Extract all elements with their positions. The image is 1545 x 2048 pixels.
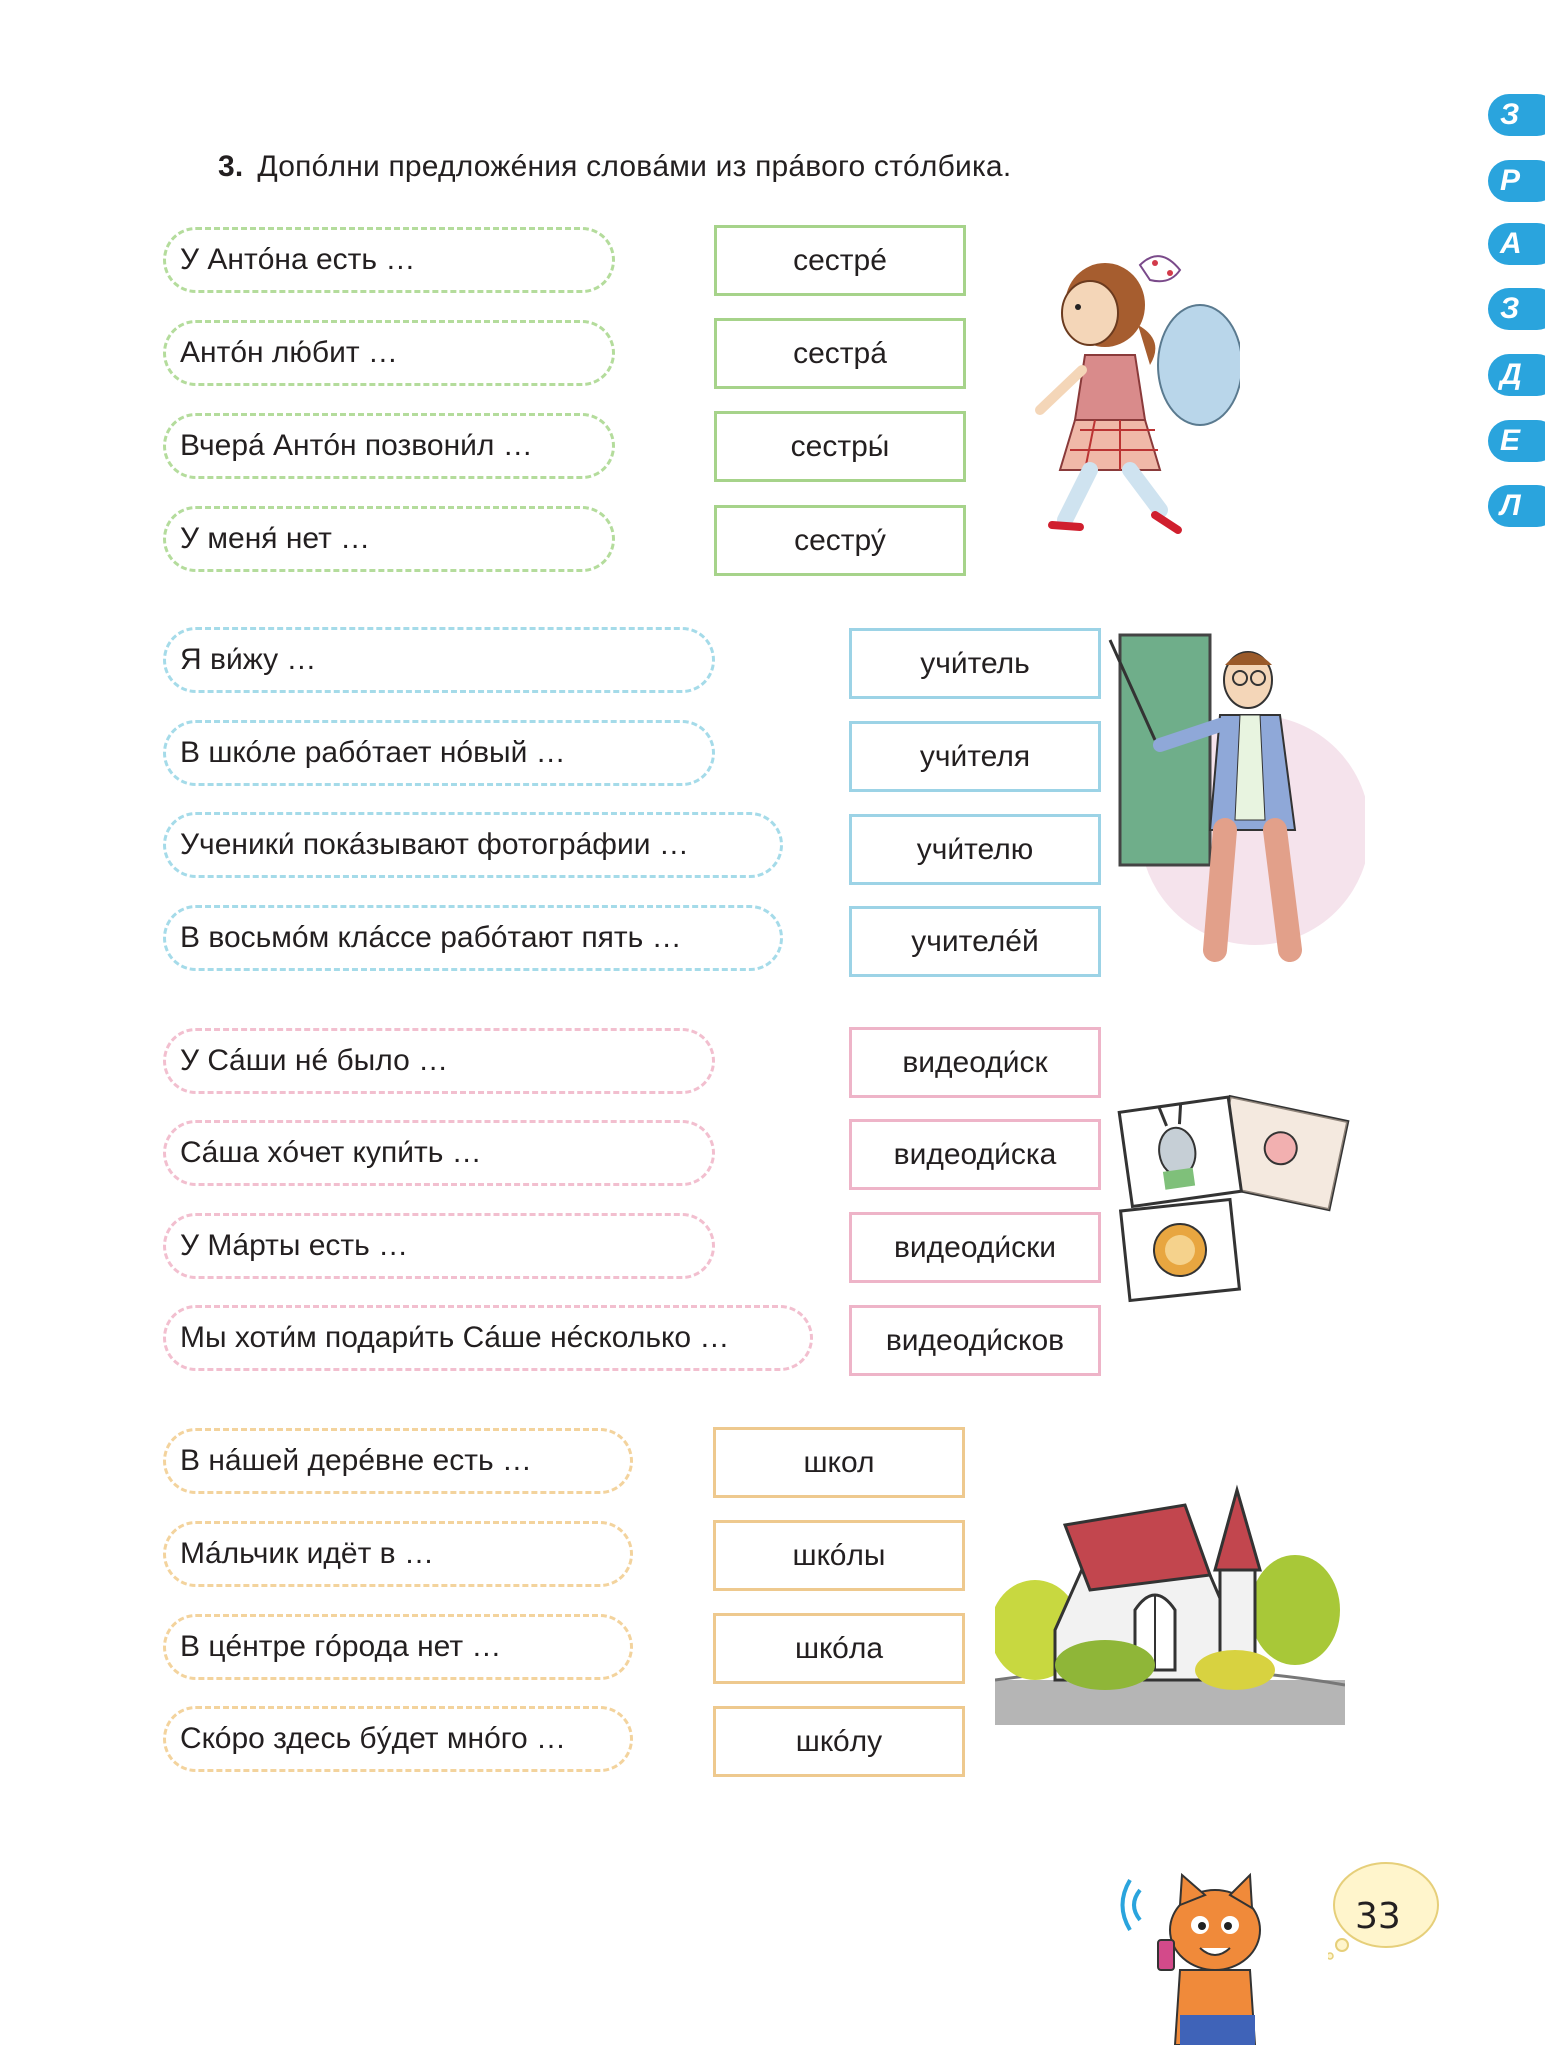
task-heading bbox=[218, 150, 1011, 184]
teacher-illustration bbox=[1100, 630, 1365, 970]
section-tab-letter: Л bbox=[1488, 485, 1545, 527]
word-option: видеоди́ска bbox=[849, 1119, 1101, 1190]
school-building-illustration bbox=[995, 1480, 1345, 1740]
sentence-phrase: У Антóна есть … bbox=[163, 227, 615, 293]
word-option: учи́тель bbox=[849, 628, 1101, 699]
word-option: сестры́ bbox=[714, 411, 966, 482]
sentence-phrase: В шкóле рабóтает нóвый … bbox=[163, 720, 715, 786]
word-option: видеоди́ски bbox=[849, 1212, 1101, 1283]
word-option: сестрá bbox=[714, 318, 966, 389]
task-instruction: Допóлни предложéния словáми из прáвого стóлбика. bbox=[257, 150, 1012, 183]
word-option: шкóлы bbox=[713, 1520, 965, 1591]
sentence-phrase: Мы хоти́м подари́ть Сáше нéсколько … bbox=[163, 1305, 813, 1371]
sentence-phrase: У Мáрты есть … bbox=[163, 1213, 715, 1279]
word-option: видеоди́сков bbox=[849, 1305, 1101, 1376]
girl-with-backpack-illustration bbox=[1020, 245, 1240, 540]
word-option: видеоди́ск bbox=[849, 1027, 1101, 1098]
section-tab-letter: Д bbox=[1488, 354, 1545, 396]
word-option: учителéй bbox=[849, 906, 1101, 977]
sentence-phrase: Я ви́жу … bbox=[163, 627, 715, 693]
section-tab-letter: З bbox=[1488, 94, 1545, 136]
cat-with-phone-illustration bbox=[1120, 1870, 1290, 2045]
sentence-phrase: В восьмóм клáссе рабóтают пять … bbox=[163, 905, 783, 971]
sentence-phrase: Вчерá Антóн позвони́л … bbox=[163, 413, 615, 479]
word-option: шкóлу bbox=[713, 1706, 965, 1777]
sentence-phrase: Антóн лю́бит … bbox=[163, 320, 615, 386]
sentence-phrase: Сáша хóчет купи́ть … bbox=[163, 1120, 715, 1186]
section-tab-letter: А bbox=[1488, 223, 1545, 265]
word-option: учи́теля bbox=[849, 721, 1101, 792]
word-option: учи́телю bbox=[849, 814, 1101, 885]
word-option: школ bbox=[713, 1427, 965, 1498]
word-option: сестрé bbox=[714, 225, 966, 296]
sentence-phrase: У Сáши нé было … bbox=[163, 1028, 715, 1094]
page-number: 33 bbox=[1355, 1896, 1401, 1937]
section-tab-letter: З bbox=[1488, 288, 1545, 330]
videodiscs-illustration bbox=[1105, 1090, 1360, 1305]
sentence-phrase: Ученики́ покáзывают фотогрáфии … bbox=[163, 812, 783, 878]
sentence-phrase: Скóро здесь бýдет мнóго … bbox=[163, 1706, 633, 1772]
section-tab-letter: Е bbox=[1488, 420, 1545, 462]
sentence-phrase: У меня́ нет … bbox=[163, 506, 615, 572]
word-option: шкóла bbox=[713, 1613, 965, 1684]
sentence-phrase: В цéнтре гóрода нет … bbox=[163, 1614, 633, 1680]
section-tab-letter: Р bbox=[1488, 160, 1545, 202]
sentence-phrase: Мáльчик идёт в … bbox=[163, 1521, 633, 1587]
task-number: 3. bbox=[218, 150, 244, 183]
word-option: сестру́ bbox=[714, 505, 966, 576]
sentence-phrase: В нáшей дерéвне есть … bbox=[163, 1428, 633, 1494]
